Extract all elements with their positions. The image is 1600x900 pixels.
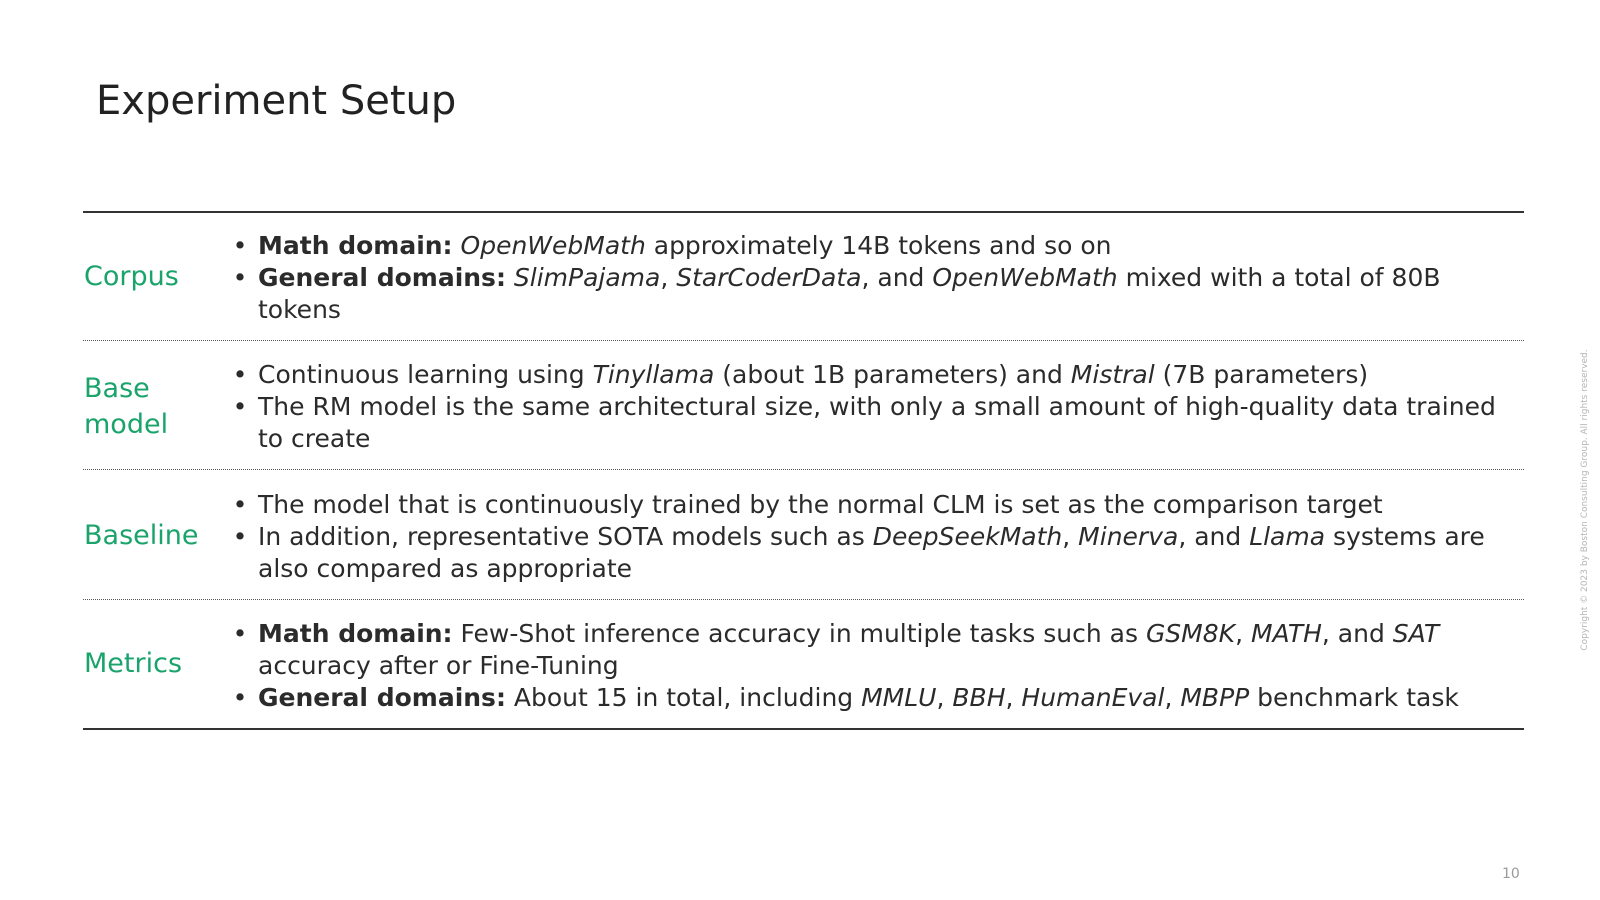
- row-label-corpus: Corpus: [84, 261, 179, 292]
- bullet-text: ,: [936, 683, 953, 712]
- bullet-item: [232, 489, 1522, 521]
- emphasis-text: MATH: [1250, 619, 1322, 648]
- emphasis-text: Llama: [1249, 522, 1326, 551]
- emphasis-text: Mistral: [1070, 360, 1155, 389]
- bullet-heading: Math domain:: [258, 231, 453, 260]
- bullet-text: (7B parameters): [1154, 360, 1369, 389]
- bullet-text: (about 1B parameters) and: [714, 360, 1071, 389]
- row-divider: [83, 599, 1524, 600]
- page-title: Experiment Setup: [96, 78, 457, 124]
- bullet-text: ,: [1062, 522, 1079, 551]
- bullet-text: About 15 in total, including: [505, 683, 862, 712]
- bullet-dot-icon: •: [232, 360, 248, 389]
- emphasis-text: MBPP: [1180, 683, 1250, 712]
- emphasis-text: Tinyllama: [592, 360, 715, 389]
- bullet-text: accuracy after or Fine-Tuning: [258, 651, 619, 680]
- bullet-list-corpus: [232, 230, 1522, 326]
- bullet-dot-icon: •: [232, 392, 248, 421]
- bullet-text: approximately 14B tokens and so on: [645, 231, 1112, 260]
- page-number: 10: [1502, 866, 1520, 882]
- row-divider: [83, 469, 1524, 470]
- emphasis-text: OpenWebMath: [932, 263, 1118, 292]
- emphasis-text: SlimPajama: [513, 263, 661, 292]
- table-bottom-rule: [83, 728, 1524, 730]
- bullet-dot-icon: •: [232, 683, 248, 712]
- emphasis-text: DeepSeekMath: [872, 522, 1063, 551]
- bullet-text: , and: [861, 263, 933, 292]
- bullet-text: ,: [1164, 683, 1181, 712]
- bullet-list-base-model: [232, 359, 1522, 455]
- row-label-metrics: Metrics: [84, 648, 183, 679]
- bullet-text: The RM model is the same architectural size, with only a small amount of high-quality data trained to create: [258, 392, 1496, 453]
- copyright-notice: Copyright © 2023 by Boston Consulting Group. All rights reserved.: [1580, 349, 1590, 651]
- bullet-item: [232, 521, 1522, 585]
- emphasis-text: MMLU: [861, 683, 937, 712]
- bullet-dot-icon: •: [232, 263, 248, 292]
- bullet-item: [232, 682, 1522, 714]
- emphasis-text: HumanEval: [1021, 683, 1165, 712]
- bullet-text: [453, 231, 461, 260]
- bullet-text: In addition, representative SOTA models such as: [258, 522, 873, 551]
- bullet-text: systems are also compared as appropriate: [258, 522, 1485, 583]
- bullet-item: [232, 391, 1522, 455]
- bullet-item: [232, 359, 1522, 391]
- bullet-text: The model that is continuously trained by the normal CLM is set as the comparison target: [258, 490, 1383, 519]
- bullet-text: benchmark task: [1249, 683, 1459, 712]
- bullet-dot-icon: •: [232, 231, 248, 260]
- bullet-text: , and: [1321, 619, 1393, 648]
- row-divider: [83, 340, 1524, 341]
- bullet-item: [232, 262, 1522, 326]
- bullet-text: ,: [1235, 619, 1251, 648]
- bullet-dot-icon: •: [232, 619, 248, 648]
- emphasis-text: StarCoderData: [676, 263, 862, 292]
- bullet-text: , and: [1178, 522, 1250, 551]
- bullet-item: [232, 230, 1522, 262]
- emphasis-text: BBH: [952, 683, 1006, 712]
- emphasis-text: OpenWebMath: [460, 231, 646, 260]
- bullet-text: [506, 263, 514, 292]
- bullet-item: [232, 618, 1522, 682]
- bullet-text: ,: [660, 263, 677, 292]
- emphasis-text: SAT: [1392, 619, 1440, 648]
- bullet-heading: Math domain:: [258, 619, 453, 648]
- bullet-list-baseline: [232, 489, 1522, 585]
- bullet-list-metrics: [232, 618, 1522, 714]
- row-label-base-model: Base model: [84, 373, 169, 440]
- bullet-dot-icon: •: [232, 522, 248, 551]
- emphasis-text: GSM8K: [1145, 619, 1236, 648]
- row-label-baseline: Baseline: [84, 520, 199, 551]
- table-top-rule: [83, 211, 1524, 213]
- bullet-heading: General domains:: [258, 263, 506, 292]
- bullet-text: Few-Shot inference accuracy in multiple tasks such as: [452, 619, 1146, 648]
- bullet-heading: General domains:: [258, 683, 506, 712]
- bullet-text: mixed with a total of 80B tokens: [258, 263, 1441, 324]
- emphasis-text: Minerva: [1078, 522, 1179, 551]
- bullet-text: ,: [1005, 683, 1022, 712]
- bullet-text: Continuous learning using: [258, 360, 593, 389]
- bullet-dot-icon: •: [232, 490, 248, 519]
